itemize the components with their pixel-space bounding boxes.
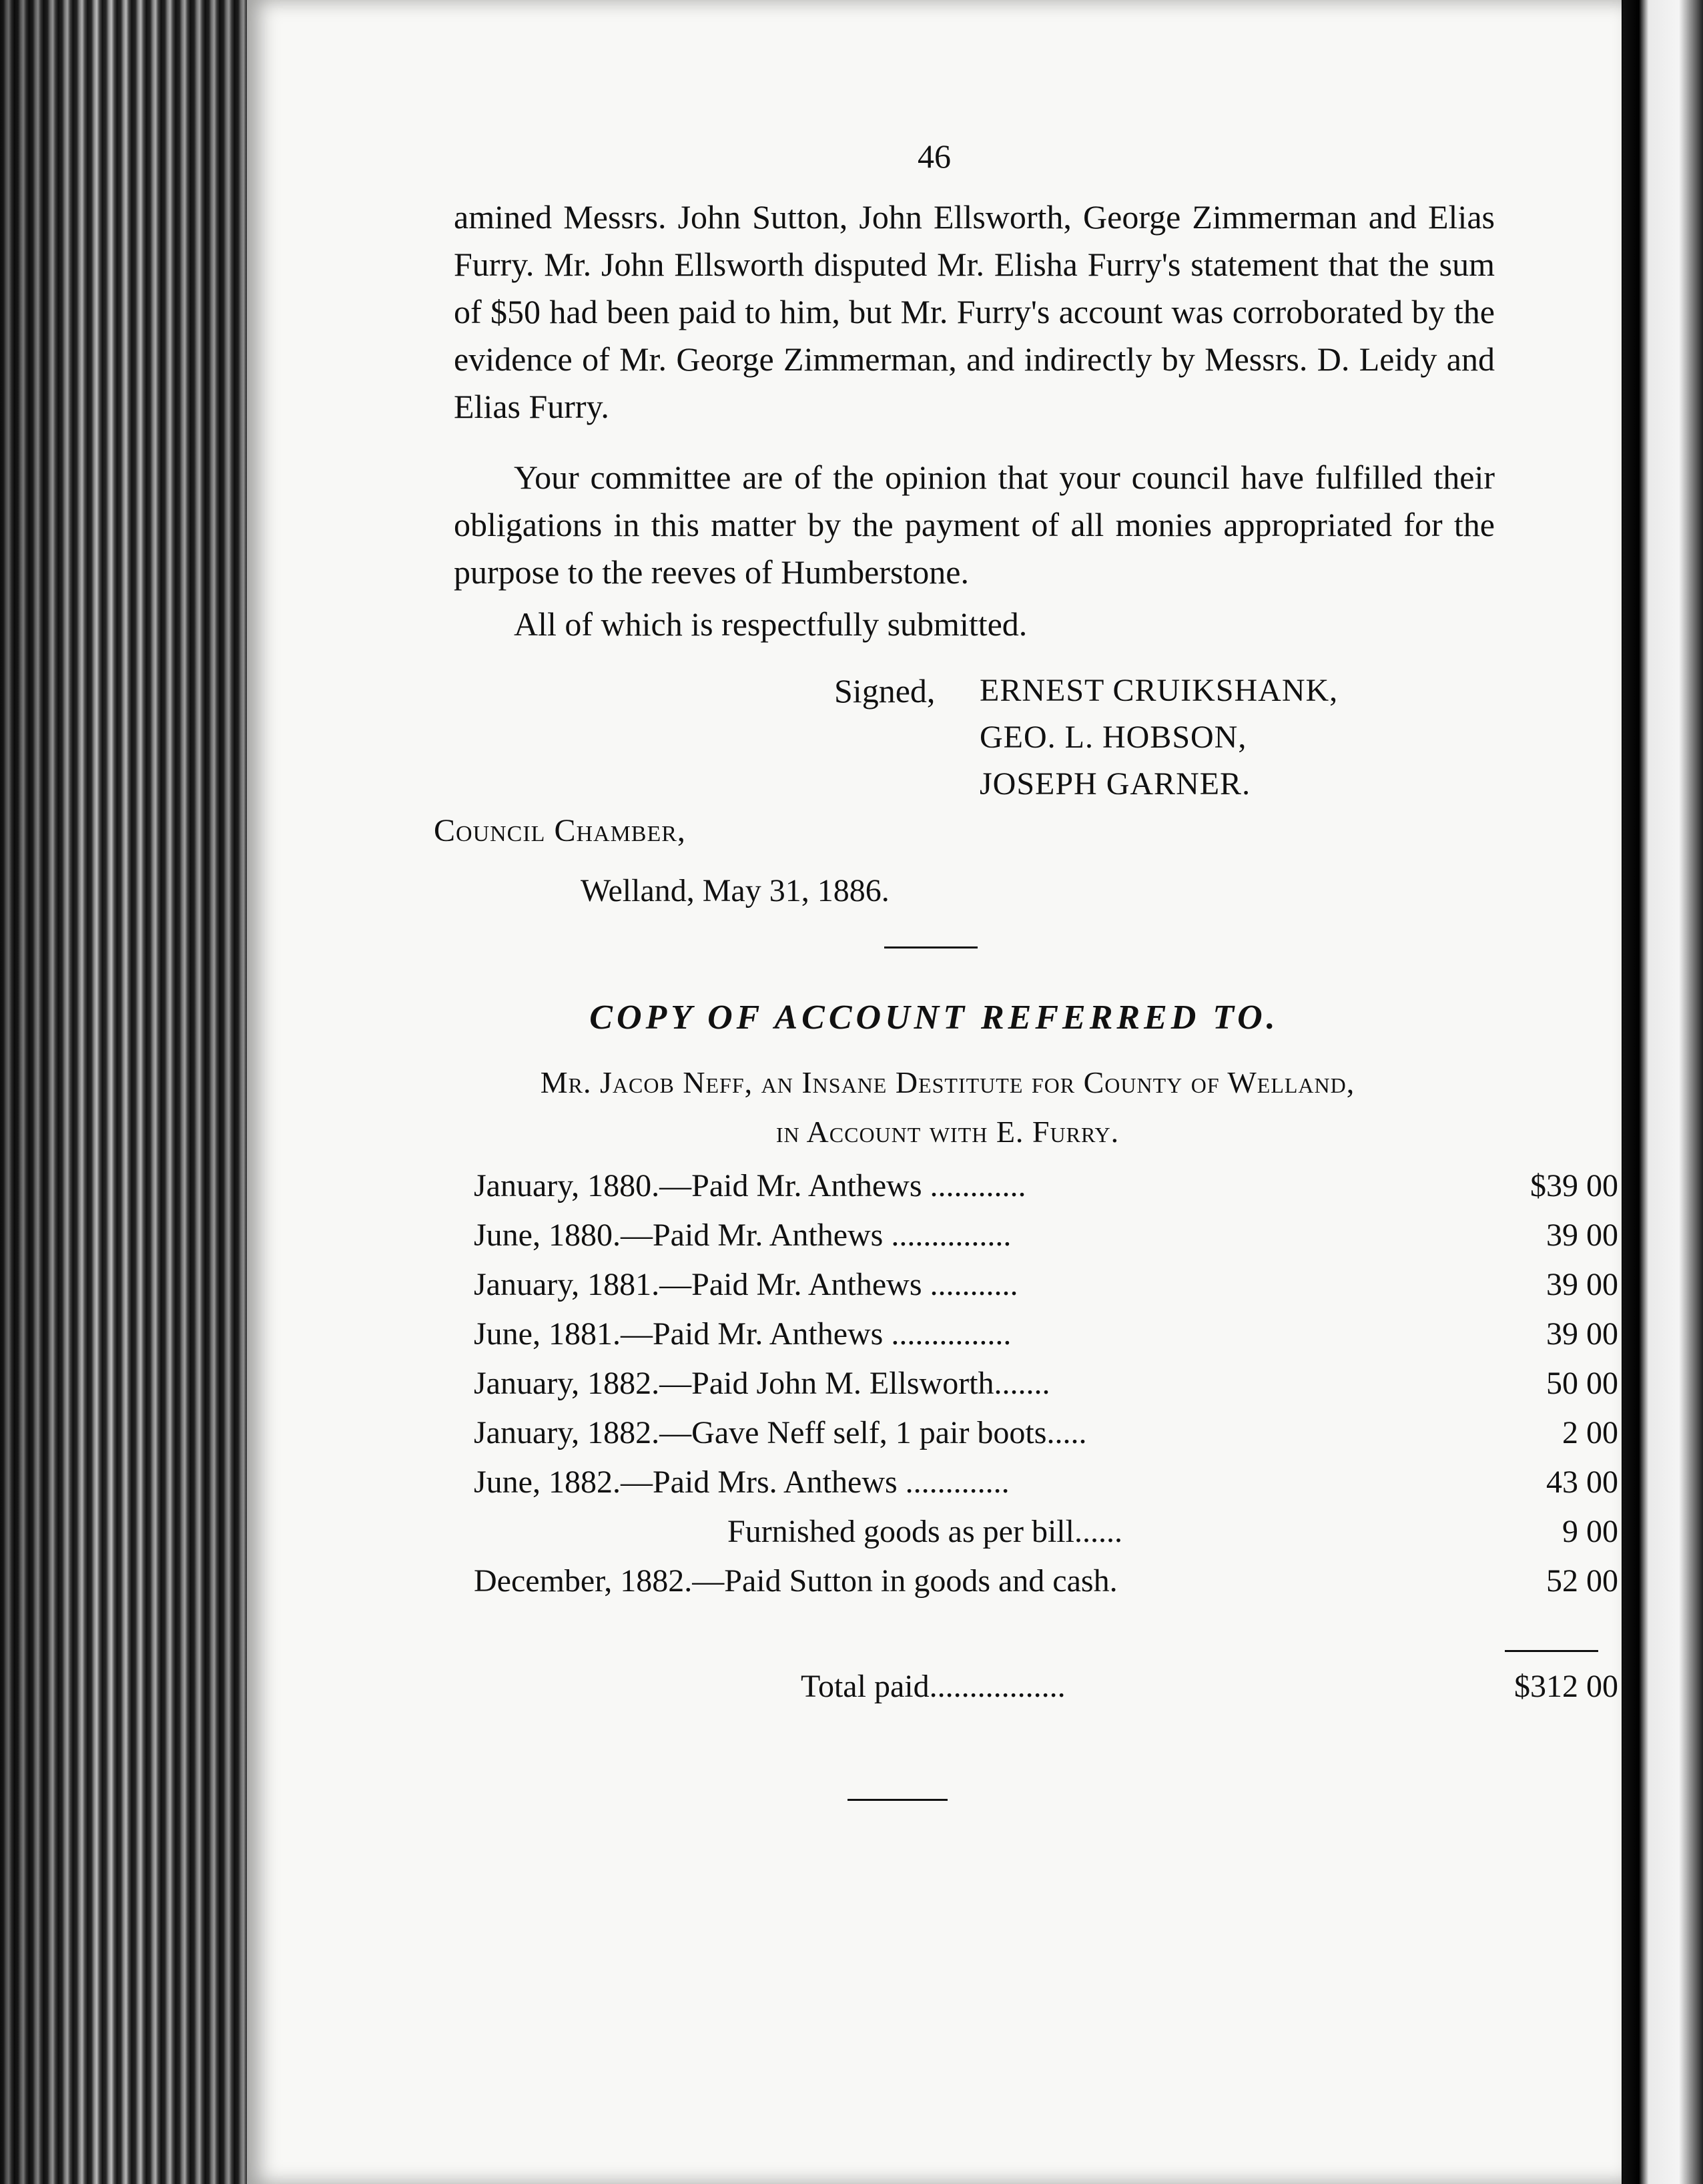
entry-amount: 39 00 (1546, 1267, 1618, 1302)
signatory-name: GEO. L. HOBSON, (980, 720, 1247, 755)
entry-description: June, 1882.—Paid Mrs. Anthews ............. (474, 1464, 1010, 1500)
account-row (474, 1507, 1642, 1557)
entry-amount: 39 00 (1546, 1217, 1618, 1253)
account-row (474, 1211, 1642, 1260)
page-number: 46 (918, 138, 951, 175)
total-rule (1505, 1650, 1598, 1652)
entry-description: January, 1882.—Paid John M. Ellsworth....... (474, 1366, 1050, 1401)
account-subheading-line1: Mr. Jacob Neff, an Insane Destitute for County of Welland, (540, 1065, 1355, 1099)
account-row (474, 1161, 1642, 1211)
entry-description: June, 1881.—Paid Mr. Anthews ............... (474, 1316, 1012, 1352)
place-and-date (434, 801, 890, 921)
account-row (474, 1359, 1642, 1408)
total-label: Total paid................. (801, 1669, 1066, 1704)
entry-amount: 50 00 (1546, 1366, 1618, 1401)
signatory-name: JOSEPH GARNER. (980, 766, 1251, 802)
book-right-edge (1623, 0, 1703, 2184)
paragraph-testimony (454, 194, 1495, 431)
entry-amount: $39 00 (1530, 1168, 1618, 1203)
signatory-name: ERNEST CRUIKSHANK, (980, 673, 1339, 708)
entry-description: June, 1880.—Paid Mr. Anthews ............... (474, 1217, 1012, 1253)
paragraph-text: Your committee are of the opinion that your council have fulfilled their obligations in this matter by the payment of all monies appropriated for the purpose to the reeves of Humberstone. (454, 459, 1495, 591)
entry-amount: 39 00 (1546, 1316, 1618, 1352)
gutter-shadow (0, 0, 254, 2184)
signed-label: Signed, (834, 672, 936, 710)
paragraph-text: amined Messrs. John Sutton, John Ellsworth, George Zimmerman and Elias Furry. Mr. John Ellsworth disputed Mr. Elisha Furry's statement that the sum of $50 had been paid to him, but Mr. Furry's account was corroborated by the evidence of Mr. George Zimmerman, and indirectly by Messrs. D. Leidy and Elias Furry. (454, 198, 1495, 425)
account-row (474, 1458, 1642, 1507)
paragraph-submitted (454, 601, 1495, 648)
total-amount: $312 00 (1514, 1669, 1618, 1704)
book-page (247, 0, 1622, 2184)
account-row (474, 1310, 1642, 1359)
total-row (801, 1662, 1628, 1711)
signatory-names (980, 667, 1513, 808)
account-subheading-line2: in Account with E. Furry. (775, 1115, 1120, 1149)
entry-description: December, 1882.—Paid Sutton in goods and cash. (474, 1563, 1118, 1599)
entry-amount: 2 00 (1562, 1415, 1618, 1450)
account-row (474, 1408, 1642, 1458)
entry-description: Furnished goods as per bill...... (727, 1514, 1122, 1549)
account-row (474, 1557, 1642, 1606)
paragraph-opinion (454, 454, 1495, 596)
entry-amount: 52 00 (1546, 1563, 1618, 1599)
entry-amount: 9 00 (1562, 1514, 1618, 1549)
paragraph-text: All of which is respectfully submitted. (514, 605, 1028, 643)
entry-description: January, 1881.—Paid Mr. Anthews ........... (474, 1267, 1018, 1302)
account-heading: COPY OF ACCOUNT REFERRED TO. (589, 999, 1279, 1037)
place-line: Council Chamber, (434, 813, 686, 848)
entry-description: January, 1882.—Gave Neff self, 1 pair boots..... (474, 1415, 1087, 1450)
entry-amount: 43 00 (1546, 1464, 1618, 1500)
section-divider (884, 946, 978, 948)
end-divider (847, 1799, 948, 1801)
date-line: Welland, May 31, 1886. (581, 873, 890, 908)
account-entries (474, 1161, 1642, 1606)
entry-description: January, 1880.—Paid Mr. Anthews ............ (474, 1168, 1026, 1203)
account-row (474, 1260, 1642, 1310)
